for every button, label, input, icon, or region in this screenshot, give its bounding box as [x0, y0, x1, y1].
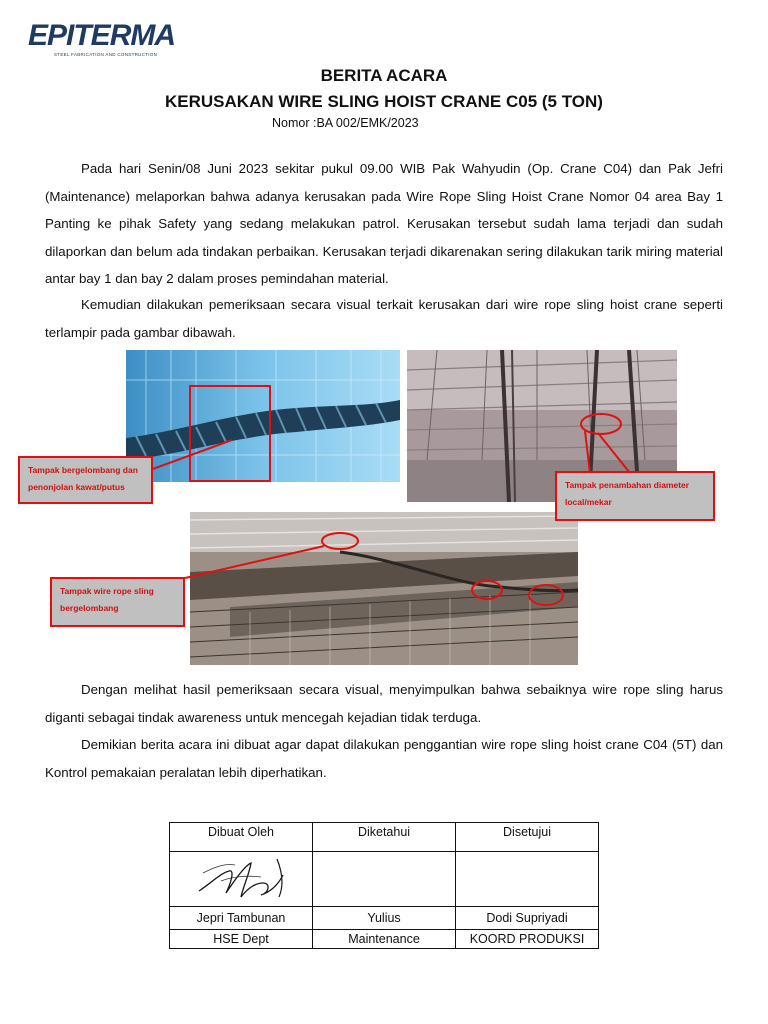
signer-name: Jepri Tambunan	[170, 907, 313, 930]
paragraph-inspection: Kemudian dilakukan pemeriksaan secara visual terkait kerusakan dari wire rope sling hoist crane seperti terlampir pada gambar dibawah.	[45, 297, 723, 340]
paragraph-conclusion: Dengan melihat hasil pemeriksaan secara visual, menyimpulkan bahwa sebaiknya wire rope sling harus diganti sebagai tindak awareness untuk mencegah kejadian tidak terduga.	[45, 682, 723, 725]
document-subtitle: KERUSAKAN WIRE SLING HOIST CRANE C05 (5 TON)	[165, 92, 603, 111]
callout-rope-damage: Tampak bergelombang dan penonjolan kawat/putus	[18, 456, 153, 504]
signer-department: HSE Dept	[170, 930, 313, 949]
signer-name: Dodi Supriyadi	[456, 907, 599, 930]
paragraph-incident: Pada hari Senin/08 Juni 2023 sekitar pukul 09.00 WIB Pak Wahyudin (Op. Crane C04) dan Pak Jefri (Maintenance) melaporkan bahwa adanya kerusakan pada Wire Rope Sling Hoist Crane Nomor 04 area Bay 1 Panting ke pihak Safety yang sedang melakukan patrol. Kerusakan tersebut sudah lama terjadi dan sudah dilaporkan dan belum ada tindakan perbaikan. Kerusakan terjadi dikarenakan sering dilakukan tarik miring material antar bay 1 dan bay 2 dalam proses pemindahan material.	[45, 161, 723, 286]
callout-diameter-increase: Tampak penambahan diameter local/mekar	[555, 471, 715, 521]
signature-cell-acknowledged	[313, 852, 456, 907]
signature-table	[169, 822, 599, 949]
signature-cell-approved	[456, 852, 599, 907]
photo-overhead-crane	[190, 512, 578, 665]
logo-tagline: STEEL FABRICATION AND CONSTRUCTION	[54, 52, 158, 57]
header-created-by: Dibuat Oleh	[170, 823, 313, 852]
paragraph-closing: Demikian berita acara ini dibuat agar dapat dilakukan penggantian wire rope sling hoist crane C04 (5T) dan Kontrol pemakaian peralatan lebih diperhatikan.	[45, 737, 723, 780]
signer-name: Yulius	[313, 907, 456, 930]
signer-department: KOORD PRODUKSI	[456, 930, 599, 949]
handwritten-signature	[191, 853, 291, 903]
signer-department: Maintenance	[313, 930, 456, 949]
document-number: Nomor :BA 002/EMK/2023	[272, 116, 419, 130]
photo-rope-closeup	[126, 350, 400, 482]
header-acknowledged: Diketahui	[313, 823, 456, 852]
logo-wordmark: EPITERMA	[28, 19, 176, 52]
company-logo	[28, 20, 178, 62]
signature-cell-created	[170, 852, 313, 907]
document-title: BERITA ACARA	[320, 66, 448, 85]
callout-wavy-rope: Tampak wire rope sling bergelombang	[50, 577, 185, 627]
header-approved: Disetujui	[456, 823, 599, 852]
